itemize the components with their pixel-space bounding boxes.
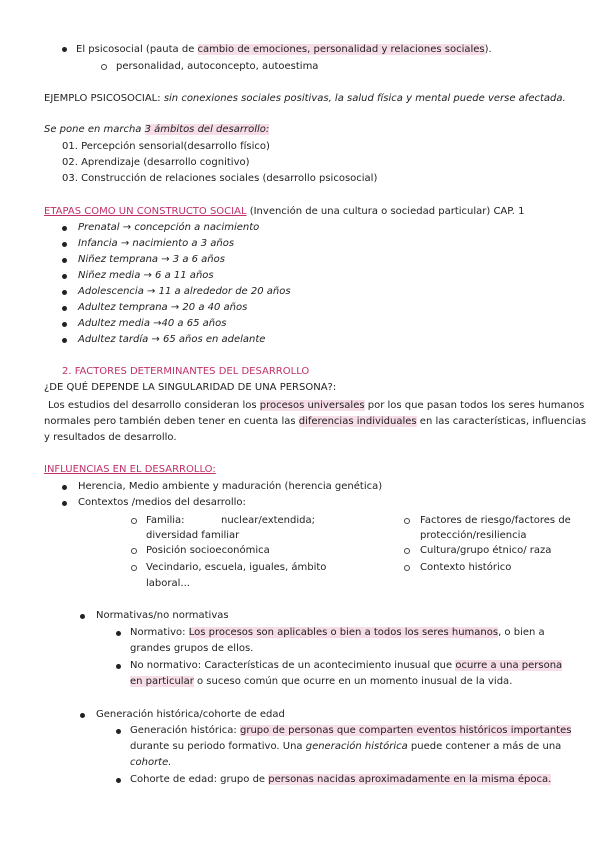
factores-paragraph-l2: normales pero también deben tener en cuenta las diferencias individuales en las características, influencias [44,416,587,427]
normativo-line: Normativo: Los procesos son aplicables o bien a todos los seres humanos, o bien a [130,627,545,638]
ambito-item: 03. Construcción de relaciones sociales (desarrollo psicosocial) [62,173,378,184]
psicosocial-line: El psicosocial (pauta de cambio de emociones, personalidad y relaciones sociales). [76,44,492,55]
normativo-line-2: grandes grupos de ellos. [130,643,254,654]
generacion-line: Generación histórica: grupo de personas que comparten eventos históricos importantes [130,725,572,736]
generacion-line-2: durante su periodo formativo. Una generación histórica puede contener a más de una [130,741,562,752]
influencia-item: Herencia, Medio ambiente y maduración (herencia genética) [78,481,383,492]
no-normativo-line: No normativo: Características de un acontecimiento inusual que ocurre a una persona [130,660,563,671]
contexto-item: Posición socioeconómica [146,545,270,556]
factores-paragraph-l1: Los estudios del desarrollo consideran los procesos universales por los que pasan todos los seres humanos [48,400,585,411]
bullet [62,47,67,52]
etapa-item: Niñez temprana → 3 a 6 años [78,254,225,265]
contexto-item: Vecindario, escuela, iguales, ámbito [146,562,327,573]
ambito-item: 02. Aprendizaje (desarrollo cognitivo) [62,157,250,168]
etapa-item: Adultez temprana → 20 a 40 años [78,302,248,313]
contexto-item: Cultura/grupo étnico/ raza [420,545,552,556]
ambitos-heading: Se pone en marcha 3 ámbitos del desarrollo: [44,124,270,135]
sub-bullet [101,64,107,70]
generacion-line-3: cohorte. [130,757,172,768]
contexto-item: laboral... [146,578,190,589]
etapa-item: Prenatal → concepción a nacimiento [78,222,260,233]
factores-question: ¿DE QUÉ DEPENDE LA SINGULARIDAD DE UNA PERSONA?: [44,382,337,393]
ambito-item: 01. Percepción sensorial(desarrollo físico) [62,141,270,152]
generacion-title: Generación histórica/cohorte de edad [96,709,285,720]
contexto-item: diversidad familiar [146,530,240,541]
contexto-item: nuclear/extendida; [221,515,315,526]
etapa-item: Infancia → nacimiento a 3 años [78,238,235,249]
contexto-item: Contexto histórico [420,562,512,573]
etapa-item: Adultez media →40 a 65 años [78,318,227,329]
contexto-item: protección/resiliencia [420,530,527,541]
etapa-item: Adolescencia → 11 a alrededor de 20 años [78,286,291,297]
etapa-item: Adultez tardía → 65 años en adelante [78,334,266,345]
ejemplo-line: EJEMPLO PSICOSOCIAL: sin conexiones sociales positivas, la salud física y mental puede verse afectada. [44,93,566,104]
etapas-heading: ETAPAS COMO UN CONSTRUCTO SOCIAL (Invención de una cultura o sociedad particular) CAP. 1 [44,206,525,217]
contexto-item: Factores de riesgo/factores de [420,515,571,526]
contexto-item: Familia: [146,515,185,526]
no-normativo-line-2: en particular o suceso común que ocurre en un momento inusual de la vida. [130,676,513,687]
influencia-item: Contextos /medios del desarrollo: [78,497,246,508]
influencias-heading: INFLUENCIAS EN EL DESARROLLO: [44,464,216,475]
normativas-title: Normativas/no normativas [96,610,229,621]
cohorte-line: Cohorte de edad: grupo de personas nacidas aproximadamente en la misma época. [130,774,552,785]
psicosocial-sub: personalidad, autoconcepto, autoestima [116,61,319,72]
etapa-item: Niñez media → 6 a 11 años [78,270,214,281]
factores-paragraph-l3: y resultados de desarrollo. [44,432,177,443]
factores-heading: 2. FACTORES DETERMINANTES DEL DESARROLLO [62,366,310,377]
